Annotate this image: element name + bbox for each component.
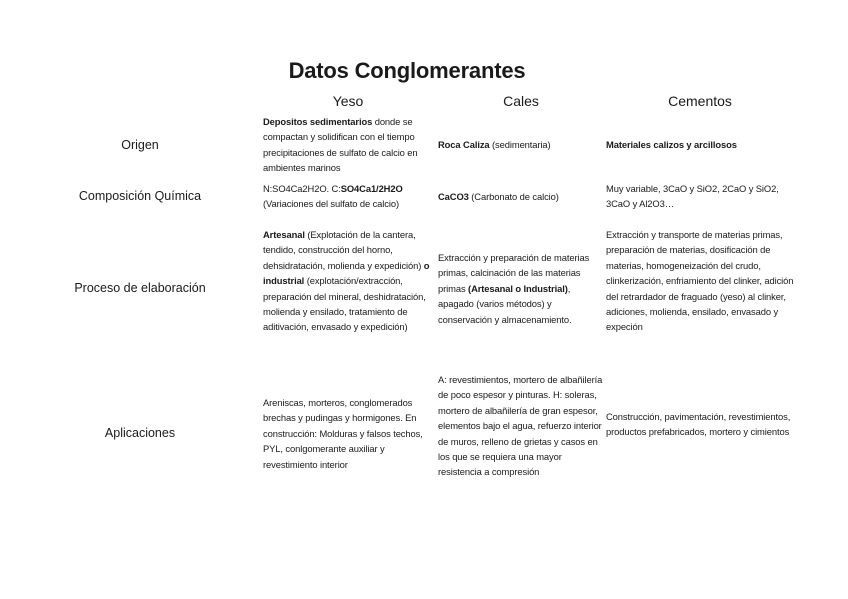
row-label-origen: Origen (121, 138, 159, 152)
cell-proceso-yeso (263, 227, 435, 335)
cell-aplicaciones-yeso (263, 395, 437, 472)
column-header-yeso: Yeso (332, 93, 364, 109)
row-label-composicion: Composición Química (78, 189, 202, 203)
text-run: (Explotación de la cantera, tendido, construcción del horno, dehsidratación, molienda y expedición) (263, 229, 424, 271)
text-run: (sedimentaria) (489, 139, 551, 150)
cell-proceso-cementos (606, 227, 796, 335)
cell-aplicaciones-cales (438, 372, 606, 480)
text-run: (Carbonato de calcio) (468, 191, 559, 202)
text-run: N:SO4Ca2H2O. C: (263, 183, 341, 194)
bold-text-run: Materiales calizos y arcillosos (606, 139, 737, 150)
cell-origen-yeso (263, 114, 441, 176)
text-run: Extracción y transporte de materias primas, preparación de materias, dosificación de materias, homogeneización del crudo, clinkerización, enfriamiento del clinker, adición del retrardador de fraguado (yeso) al clinker, adiciones, molienda, ensilado, envasado y expeción (606, 229, 794, 333)
cell-aplicaciones-cementos (606, 409, 796, 440)
bold-text-run: o industrial (263, 259, 430, 287)
text-run: A: revestimientos, mortero de albañilería de poco espesor y pinturas. H: soleras, mortero de albañilería de gran espesor, elementos bajo el agua, refuerzo interior de muros, relleno de grietas y casos en los que se requiera una mayor resistencia a compresión (438, 374, 603, 478)
bold-text-run: Artesanal (263, 229, 305, 240)
text-run: Construcción, pavimentación, revestimientos, productos prefabricados, mortero y cimientos (606, 411, 791, 438)
text-run: (explotación/extracción, preparación del mineral, deshidratación, molienda y ensilado, tratamiento de aditivación, envasado y expedición) (263, 275, 426, 333)
bold-text-run: Depositos sedimentarios (263, 116, 373, 127)
text-run: (Variaciones del sulfato de calcio) (263, 198, 399, 210)
cell-composicion-cementos (606, 181, 796, 212)
text-run: donde se compactan y solidifican con el tiempo precipitaciones de sulfato de calcio en ambientes marinos (263, 116, 418, 174)
text-run: , apagado (varios métodos) y conservación y almacenamiento. (438, 282, 572, 325)
row-label-aplicaciones: Aplicaciones (104, 426, 176, 440)
cell-composicion-yeso (263, 181, 437, 212)
bold-text-run: CaCO3 (438, 191, 469, 202)
page-title: Datos Conglomerantes (288, 58, 526, 83)
cell-proceso-cales (438, 250, 606, 327)
column-header-cales: Cales (503, 93, 539, 109)
row-label-proceso: Proceso de elaboración (74, 281, 206, 295)
column-header-cementos: Cementos (668, 93, 732, 109)
text-run: Areniscas, morteros, conglomerados brechas y pudingas y hormigones. En construcción: Molduras y falsos techos, PYL, conlgomerante auxiliar y revestimiento interior (263, 397, 423, 470)
cell-composicion-cales (438, 189, 608, 204)
text-run: Muy variable, 3CaO y SiO2, 2CaO y SiO2, 3CaO y Al2O3… (606, 183, 779, 210)
bold-text-run: (Artesanal o Industrial) (468, 282, 568, 294)
bold-text-run: Roca Caliza (438, 139, 490, 150)
cell-origen-cales (438, 137, 608, 152)
text-run: Extracción y preparación de materias primas, calcinación de las materias primas (438, 252, 590, 294)
bold-text-run: SO4Ca1/2H2O (340, 183, 403, 194)
cell-origen-cementos (606, 137, 796, 152)
